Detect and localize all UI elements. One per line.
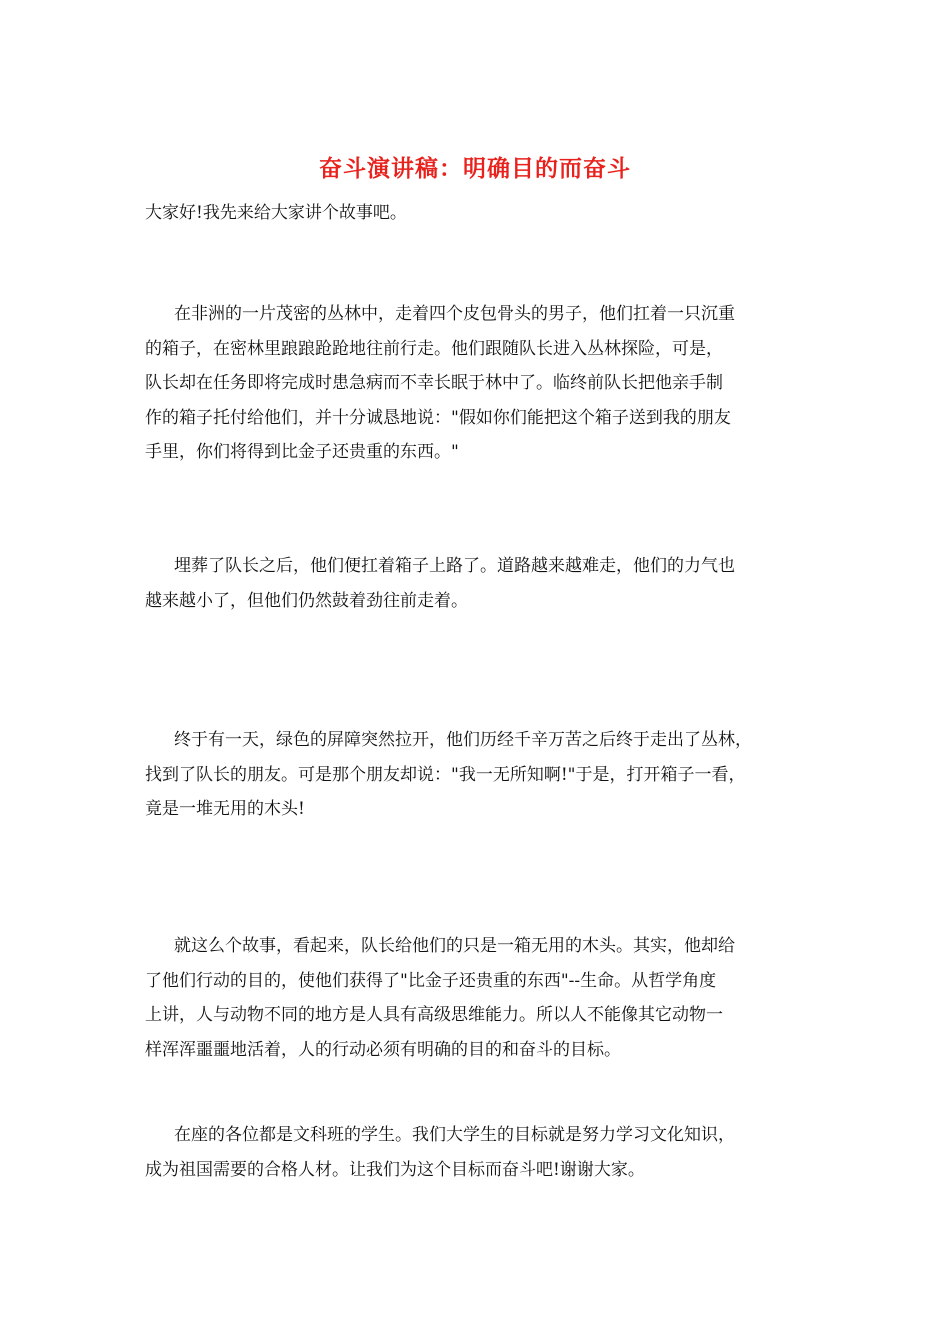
paragraph-line: 了他们行动的目的，使他们获得了"比金子还贵重的东西"--生命。从哲学角度 [145, 970, 717, 991]
paragraph-line: 样浑浑噩噩地活着，人的行动必须有明确的目的和奋斗的目标。 [145, 1039, 621, 1060]
paragraph-line: 找到了队长的朋友。可是那个朋友却说："我一无所知啊!"于是，打开箱子一看， [145, 764, 746, 785]
greeting-text: 大家好!我先来给大家讲个故事吧。 [145, 203, 407, 223]
paragraph-3 [145, 723, 825, 827]
paragraph-4 [145, 929, 825, 1067]
paragraph-line: 上讲，人与动物不同的地方是人具有高级思维能力。所以人不能像其它动物一 [145, 1005, 723, 1025]
paragraph-line: 在座的各位都是文科班的学生。我们大学生的目标就是努力学习文化知识， [174, 1125, 735, 1145]
paragraph-line: 作的箱子托付给他们，并十分诚恳地说："假如你们能把这个箱子送到我的朋友 [145, 407, 731, 428]
paragraph-line: 成为祖国需要的合格人材。让我们为这个目标而奋斗吧!谢谢大家。 [145, 1159, 645, 1180]
paragraph-line: 的箱子，在密林里踉踉跄跄地往前行走。他们跟随队长进入丛林探险，可是， [145, 338, 723, 359]
paragraph-line: 竟是一堆无用的木头! [145, 799, 305, 819]
paragraph-line: 队长却在任务即将完成时患急病而不幸长眠于林中了。临终前队长把他亲手制 [145, 373, 723, 393]
paragraph-line: 埋葬了队长之后，他们便扛着箱子上路了。道路越来越难走，他们的力气也 [174, 556, 735, 576]
paragraph-line: 手里，你们将得到比金子还贵重的东西。" [145, 442, 459, 462]
paragraph-2 [145, 549, 825, 618]
paragraph-1 [145, 297, 825, 470]
paragraph-line: 越来越小了，但他们仍然鼓着劲往前走着。 [145, 590, 468, 611]
paragraph-line: 就这么个故事，看起来，队长给他们的只是一箱无用的木头。其实，他却给 [174, 936, 735, 956]
paragraph-line: 终于有一天，绿色的屏障突然拉开，他们历经千辛万苦之后终于走出了丛林， [174, 730, 752, 750]
paragraph-5 [145, 1118, 825, 1187]
paragraph-line: 在非洲的一片茂密的丛林中，走着四个皮包骨头的男子，他们扛着一只沉重 [174, 304, 735, 324]
document-title: 奋斗演讲稿：明确目的而奋斗 [319, 155, 631, 182]
